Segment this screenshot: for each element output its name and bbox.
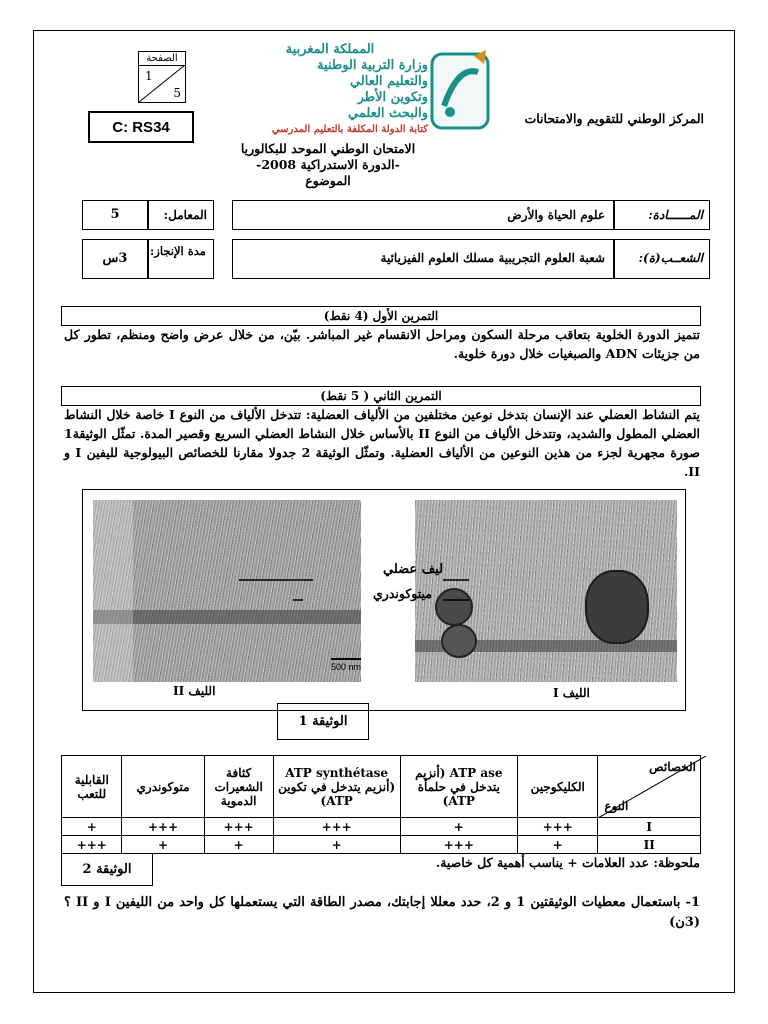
branch-value-cell <box>232 239 614 279</box>
table-cell: +++ <box>122 818 204 836</box>
page-total: 5 <box>173 86 181 100</box>
logo-subline: كتابة الدولة المكلفة بالتعليم المدرسي <box>271 124 428 135</box>
table-header-row <box>62 756 701 818</box>
table-cell: + <box>204 836 273 854</box>
table-cell: +++ <box>400 836 517 854</box>
table-header: ATP ase (أنزيم يتدخل في حلمأة ATP) <box>400 756 517 818</box>
question-1: 1- باستعمال معطيات الوثيقتين 1 و 2، حدد معللا إجابتك، مصدر الطاقة التي يستعملها كل واحد من الليفين I و II ؟ (3ن) <box>64 895 700 930</box>
exam-line: الامتحان الوطني الموحد للبكالوريا <box>240 141 416 156</box>
subject-value: علوم الحياة والأرض <box>507 208 605 222</box>
label-mitochondria: ميتوكوندري <box>373 586 432 601</box>
exam-code: C: RS34 <box>88 111 194 143</box>
corner-top-label: الخصائص <box>649 760 696 774</box>
logo-line: والتعليم العالي <box>349 74 428 89</box>
table-row <box>62 836 701 854</box>
table-header: القابلية للتعب <box>62 756 122 818</box>
table-cell: +++ <box>273 818 400 836</box>
row-type: II <box>598 836 701 854</box>
branch-label-cell <box>614 239 710 279</box>
table-cell: + <box>517 836 597 854</box>
table-cell: + <box>122 836 204 854</box>
subject-label-cell <box>614 200 710 230</box>
doc-2-caption: الوثيقة 2 <box>61 853 153 886</box>
properties-table <box>61 755 701 854</box>
branch-value: شعبة العلوم التجريبية مسلك العلوم الفيزيائية <box>380 251 605 265</box>
duration-label-cell <box>148 239 214 279</box>
table-note: ملحوظة: عدد العلامات + يناسب أهمية كل خاصية. <box>435 855 700 870</box>
table-header: ATP synthétase (أنزيم يتدخل في تكوين ATP) <box>273 756 400 818</box>
table-row <box>62 818 701 836</box>
branch-label: الشعــب(ة): <box>638 251 703 265</box>
scale-label: 500 nm <box>331 662 362 672</box>
micrograph-figure <box>82 489 686 711</box>
coef-value: 5 <box>110 207 120 222</box>
label-muscle-fiber: ليف عضلي <box>383 562 444 577</box>
duration-value-cell <box>82 239 148 279</box>
ministry-logo-text <box>232 42 428 138</box>
doc-1-caption: الوثيقة 1 <box>277 703 369 740</box>
logo-line: وتكوين الأطر <box>357 90 428 105</box>
pointer-lines <box>233 570 473 610</box>
table-cell: +++ <box>204 818 273 836</box>
logo-line: المملكة المغربية <box>285 42 375 57</box>
table-corner-cell <box>598 756 701 818</box>
fiber-1-label: الليف I <box>553 686 590 700</box>
coef-label-cell <box>148 200 214 230</box>
center-title: المركز الوطني للتقويم والامتحانات <box>524 111 704 126</box>
logo-line: وزارة التربية الوطنية <box>317 58 428 73</box>
page-label: الصفحة <box>139 52 185 66</box>
table-cell: +++ <box>517 818 597 836</box>
exercise-1-text: تتميز الدورة الخلوية بتعاقب مرحلة السكون ومراحل الانقسام غير المباشر. بيّن، من خلال عرض واضح ومنظم، تطور كل من جزيئات ADN والصبغيات خلال دورة خلوية. <box>64 327 700 361</box>
table-cell: + <box>273 836 400 854</box>
subject-label: المــــــادة: <box>648 208 703 222</box>
table-header: الكليكوجين <box>517 756 597 818</box>
coef-value-cell <box>82 200 148 230</box>
exercise-1-title: التمرين الأول (4 نقط) <box>61 306 701 326</box>
duration-value: 3س <box>102 251 128 266</box>
page-current: 1 <box>145 69 153 83</box>
table-cell: + <box>400 818 517 836</box>
exercise-2-title: التمرين الثاني ( 5 نقط) <box>61 386 701 406</box>
exam-title <box>228 141 428 189</box>
row-type: I <box>598 818 701 836</box>
exercise-2-text: يتم النشاط العضلي عند الإنسان بتدخل نوعين مختلفين من الألياف العضلية: تتدخل الألياف من النوع I خاصة خلال النشاط العضلي المطول والشديد، وتتدخل الألياف من النوع II بالأساس خلال النشاط العضلي السريع وقصير المدة. تمثّل الوثيقة1 صورة مجهرية لجزء من هذين النوعين من الألياف العضلية. وتمثّل الوثيقة 2 جدولا مقارنا للخصائص البيولوجية لليفين I و II. <box>64 407 701 479</box>
table-header: كثافة الشعيرات الدموية <box>204 756 273 818</box>
table-cell: +++ <box>62 836 122 854</box>
table-header: متوكوندري <box>122 756 204 818</box>
exam-line: -الدورة الاستدراكية 2008- <box>256 157 400 172</box>
corner-bottom-label: النوع <box>604 799 629 813</box>
ministry-emblem-icon <box>428 46 492 132</box>
logo-line: والبحث العلمي <box>348 106 428 121</box>
exam-line: الموضوع <box>305 173 351 188</box>
scale-bar <box>331 658 361 660</box>
table-cell: + <box>62 818 122 836</box>
fiber-2-label: الليف II <box>173 684 216 698</box>
coef-label: المعامل: <box>163 208 207 222</box>
subject-value-cell <box>232 200 614 230</box>
duration-label: مدة الإنجاز: <box>150 244 206 258</box>
page-number-box <box>138 51 186 103</box>
